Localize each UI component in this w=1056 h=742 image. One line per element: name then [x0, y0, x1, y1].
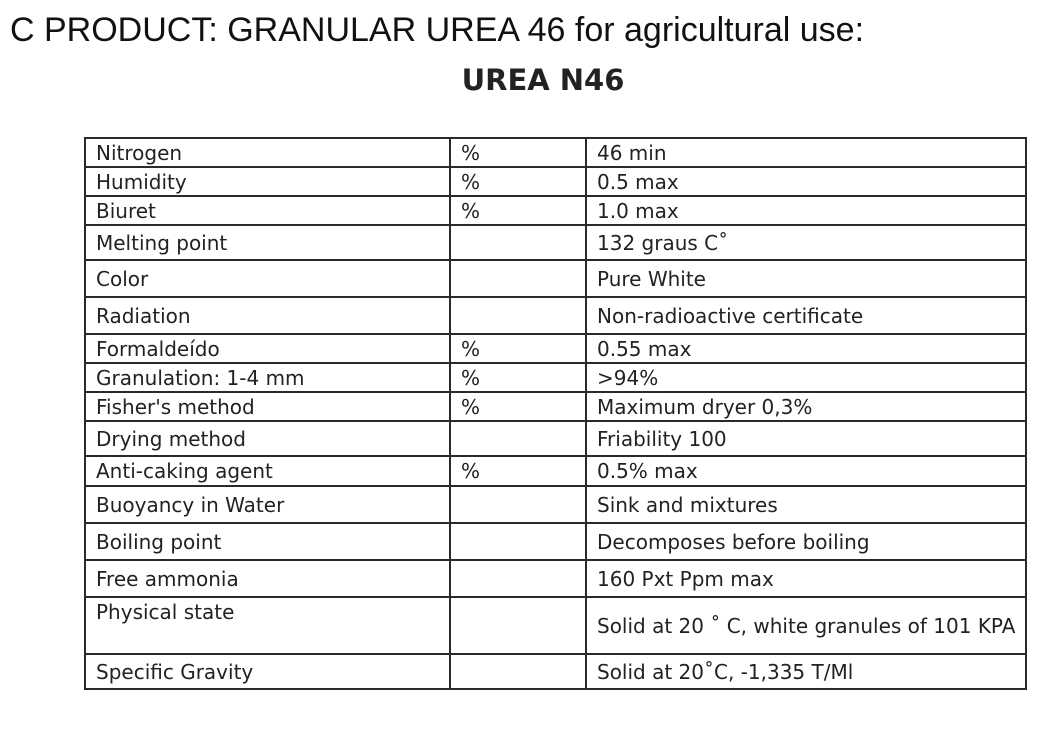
spec-table [84, 137, 1027, 690]
property-cell: Fisher's method [85, 392, 450, 421]
table-row [85, 523, 1026, 560]
property-cell: Humidity [85, 167, 450, 196]
table-row [85, 486, 1026, 523]
property-cell: Anti-caking agent [85, 456, 450, 486]
value-cell: Decomposes before boiling [586, 523, 1026, 560]
value-cell: Pure White [586, 260, 1026, 297]
property-cell: Specific Gravity [85, 654, 450, 689]
unit-cell [450, 486, 586, 523]
value-cell: Solid at 20 ˚ C, white granules of 101 KPA [586, 597, 1026, 654]
unit-cell [450, 297, 586, 334]
property-cell: Boiling point [85, 523, 450, 560]
value-cell: >94% [586, 363, 1026, 392]
unit-cell [450, 654, 586, 689]
property-cell: Color [85, 260, 450, 297]
property-cell: Biuret [85, 196, 450, 225]
table-row [85, 456, 1026, 486]
table-row [85, 392, 1026, 421]
table-row [85, 225, 1026, 260]
document-title: C PRODUCT: GRANULAR UREA 46 for agricultural use: [10, 11, 865, 49]
value-cell: 0.5% max [586, 456, 1026, 486]
unit-cell: % [450, 138, 586, 167]
unit-cell [450, 597, 586, 654]
table-row [85, 597, 1026, 654]
property-cell: Nitrogen [85, 138, 450, 167]
property-cell: Formaldeído [85, 334, 450, 363]
table-row [85, 196, 1026, 225]
property-cell: Free ammonia [85, 560, 450, 597]
property-cell: Radiation [85, 297, 450, 334]
unit-cell [450, 260, 586, 297]
value-cell: Sink and mixtures [586, 486, 1026, 523]
table-row [85, 421, 1026, 456]
unit-cell: % [450, 456, 586, 486]
value-cell: 160 Pxt Ppm max [586, 560, 1026, 597]
value-cell: Non-radioactive certificate [586, 297, 1026, 334]
table-row [85, 334, 1026, 363]
value-cell: 0.55 max [586, 334, 1026, 363]
unit-cell: % [450, 196, 586, 225]
value-cell: Maximum dryer 0,3% [586, 392, 1026, 421]
table-row [85, 167, 1026, 196]
table-row [85, 654, 1026, 689]
unit-cell [450, 560, 586, 597]
value-cell: 1.0 max [586, 196, 1026, 225]
unit-cell: % [450, 363, 586, 392]
property-cell: Granulation: 1-4 mm [85, 363, 450, 392]
value-cell: 132 graus C˚ [586, 225, 1026, 260]
unit-cell [450, 225, 586, 260]
table-row [85, 138, 1026, 167]
value-cell: 46 min [586, 138, 1026, 167]
table-row [85, 363, 1026, 392]
table-row [85, 297, 1026, 334]
unit-cell: % [450, 334, 586, 363]
unit-cell: % [450, 392, 586, 421]
unit-cell [450, 523, 586, 560]
property-cell: Physical state [85, 597, 450, 654]
product-name: UREA N46 [461, 63, 625, 97]
value-cell: Solid at 20˚C, -1,335 T/Ml [586, 654, 1026, 689]
value-cell: 0.5 max [586, 167, 1026, 196]
property-cell: Melting point [85, 225, 450, 260]
table-row [85, 560, 1026, 597]
value-cell: Friability 100 [586, 421, 1026, 456]
unit-cell [450, 421, 586, 456]
unit-cell: % [450, 167, 586, 196]
property-cell: Drying method [85, 421, 450, 456]
table-row [85, 260, 1026, 297]
property-cell: Buoyancy in Water [85, 486, 450, 523]
